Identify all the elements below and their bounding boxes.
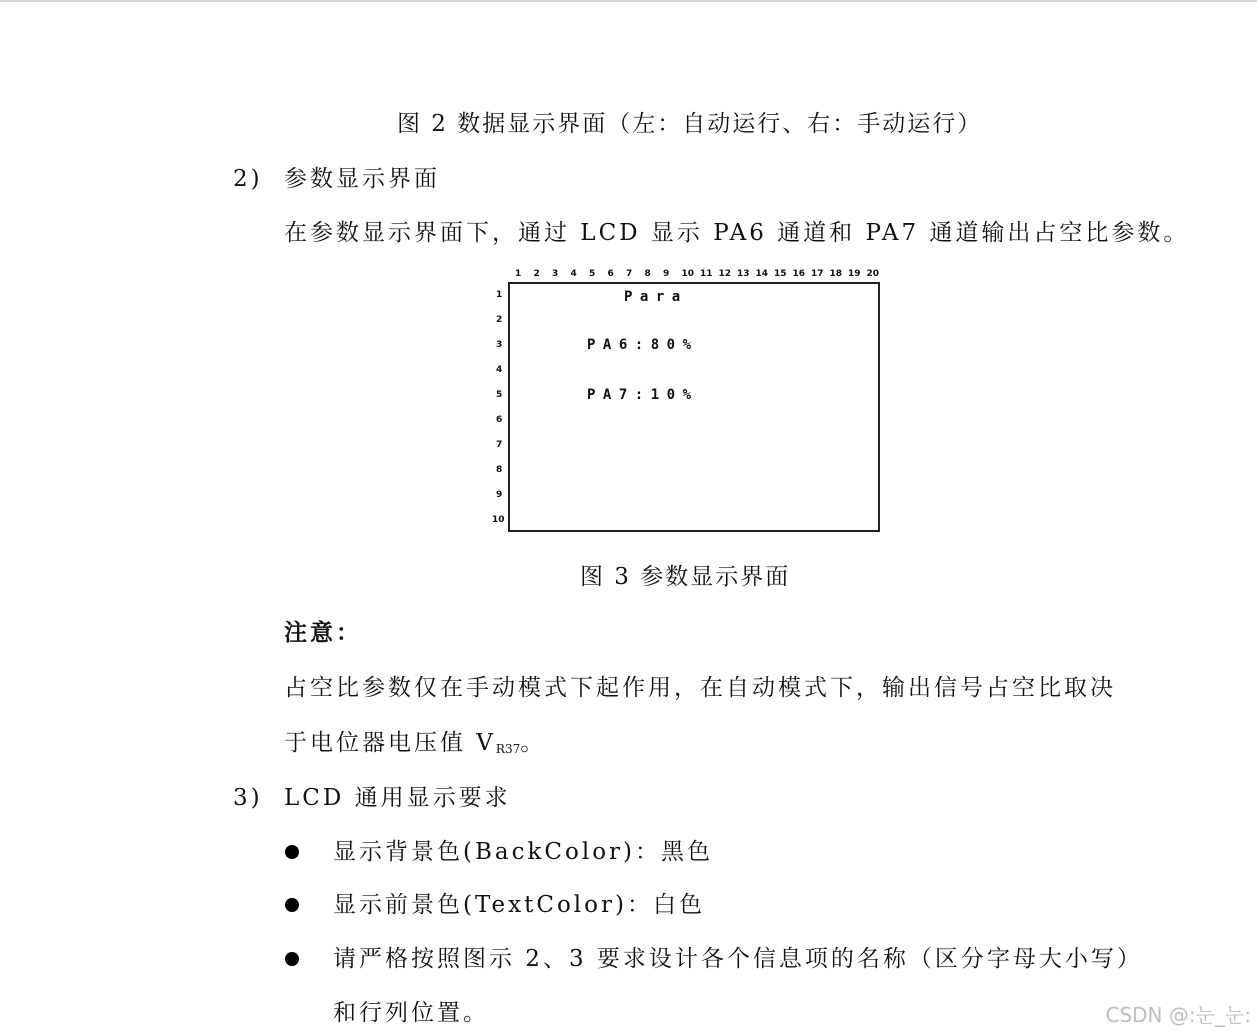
- bullet-icon: [285, 845, 299, 859]
- lcd-column-number: 13: [737, 269, 750, 279]
- bullet-icon: [285, 898, 299, 912]
- section2-description: 在参数显示界面下，通过 LCD 显示 PA6 通道和 PA7 通道输出占空比参数。: [284, 220, 1190, 246]
- lcd-column-number: 19: [848, 269, 861, 279]
- lcd-column-number: 16: [792, 269, 806, 279]
- lcd-column-number: 20: [866, 269, 880, 279]
- lcd-column-number: 18: [829, 269, 843, 279]
- lcd-row-number: 7: [496, 440, 503, 450]
- lcd-row-number: 1: [496, 290, 503, 300]
- lcd-row-number: 4: [496, 365, 503, 375]
- lcd-column-number: 14: [755, 269, 769, 279]
- lcd-row-number: 9: [496, 490, 503, 500]
- note-line2: [284, 728, 546, 764]
- lcd-row-number: 5: [496, 390, 503, 400]
- lcd-screen: [508, 282, 880, 532]
- lcd-column-number: 15: [774, 269, 787, 279]
- bullet-icon: [285, 952, 299, 966]
- lcd-column-number: 5: [589, 269, 596, 279]
- lcd-column-number: 9: [663, 269, 670, 279]
- top-divider: [0, 0, 1257, 2]
- lcd-column-number: 17: [811, 269, 824, 279]
- lcd-column-number: 8: [644, 269, 651, 279]
- section2-title: 参数显示界面: [284, 166, 440, 192]
- bullet-item-3: 请严格按照图示 2、3 要求设计各个信息项的名称（区分字母大小写）: [333, 946, 1143, 972]
- bullet-item-3-continuation: 和行列位置。: [333, 1000, 489, 1026]
- watermark: CSDN @:눈_눈:: [1105, 1003, 1251, 1027]
- lcd-column-number: 11: [700, 269, 713, 279]
- lcd-column-number: 1: [515, 269, 522, 279]
- lcd-row-number: 6: [496, 415, 503, 425]
- note-line2-prefix: 于电位器电压值 V: [284, 730, 496, 756]
- lcd-row-number: 8: [496, 465, 503, 475]
- bullet-item-1: 显示背景色(BackColor)：黑色: [333, 839, 714, 865]
- lcd-column-number: 7: [626, 269, 633, 279]
- note-line1: 占空比参数仅在手动模式下起作用，在自动模式下，输出信号占空比取决: [284, 675, 1116, 701]
- lcd-column-number: 4: [570, 269, 577, 279]
- section3-number: 3): [233, 785, 263, 811]
- lcd-line-para: Para: [624, 289, 688, 305]
- note-line2-suffix: 。: [520, 730, 547, 756]
- bullet-item-2: 显示前景色(TextColor)：白色: [333, 892, 705, 918]
- figure3-caption: 图 3 参数显示界面: [580, 564, 791, 590]
- lcd-column-number: 10: [681, 269, 695, 279]
- section3-title: LCD 通用显示要求: [284, 785, 511, 811]
- lcd-row-number: 10: [492, 515, 505, 525]
- lcd-column-number: 12: [718, 269, 732, 279]
- lcd-line-pa6: PA6:80%: [587, 337, 699, 353]
- lcd-row-number: 3: [496, 340, 503, 350]
- note-heading: 注意：: [284, 619, 362, 646]
- lcd-column-number: 6: [607, 269, 614, 279]
- lcd-line-pa7: PA7:10%: [587, 387, 699, 403]
- lcd-row-number: 2: [496, 315, 503, 325]
- lcd-column-number: 2: [533, 269, 540, 279]
- lcd-column-number: 3: [552, 269, 559, 279]
- section2-number: 2): [233, 166, 263, 192]
- note-subscript: R37: [495, 742, 521, 756]
- figure2-caption: 图 2 数据显示界面（左：自动运行、右：手动运行）: [397, 111, 983, 137]
